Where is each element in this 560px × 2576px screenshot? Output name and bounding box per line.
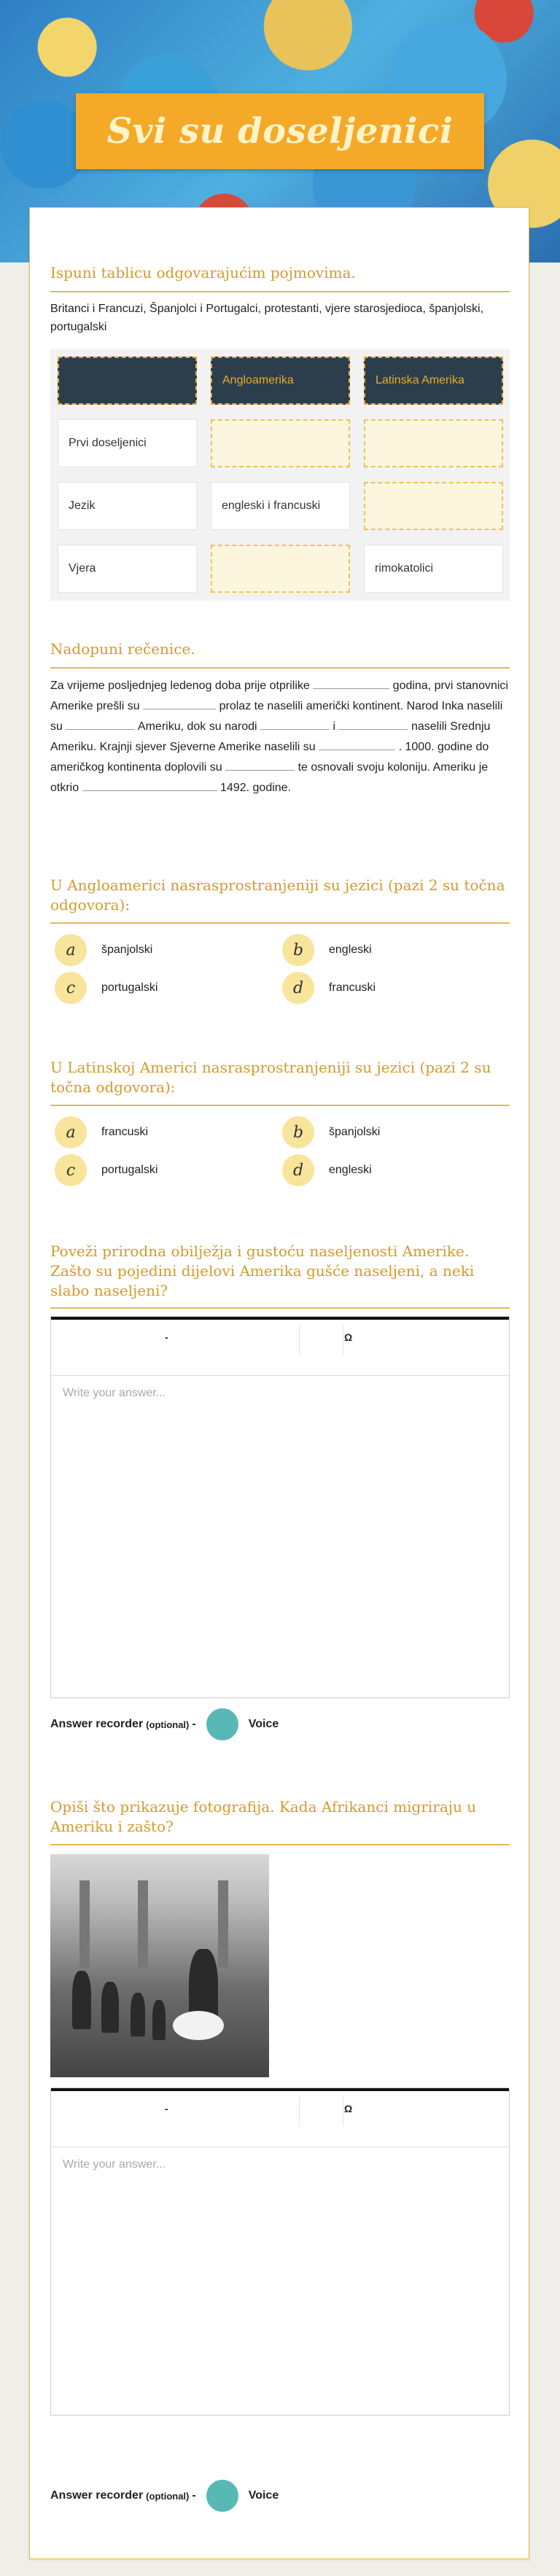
q6-answer-recorder bbox=[50, 2480, 279, 2512]
fill-blank-4[interactable] bbox=[260, 717, 330, 730]
option-text: španjolski bbox=[101, 943, 153, 956]
page-title: Svi su doseljenici bbox=[106, 111, 454, 152]
voice-record-button[interactable] bbox=[206, 2480, 238, 2512]
toolbar-divider bbox=[299, 1326, 300, 1355]
option-letter-badge: c bbox=[55, 1154, 87, 1186]
fill-blank-6[interactable] bbox=[319, 738, 395, 750]
editor-toolbar bbox=[51, 1317, 509, 1376]
option-letter-badge: a bbox=[55, 1116, 87, 1148]
voice-label: Voice bbox=[248, 1718, 279, 1730]
historical-photo bbox=[50, 1854, 269, 2077]
fill-blank-7[interactable] bbox=[225, 758, 295, 771]
toolbar-dash-button[interactable]: - bbox=[165, 2103, 168, 2114]
fill-blank-1[interactable] bbox=[313, 677, 389, 689]
toolbar-divider bbox=[299, 2097, 300, 2126]
fill-segment: te osnovali svoju koloniju. Ameriku je otkrio bbox=[50, 761, 489, 794]
toolbar-dash-button[interactable]: - bbox=[165, 1331, 168, 1343]
answer-placeholder: Write your answer... bbox=[63, 2158, 166, 2171]
q1-instruction: Britanci i Francuzi, Španjolci i Portugalci, protestanti, vjere starosjedioca, španjolski, portugalski bbox=[50, 303, 484, 333]
fill-blank-2[interactable] bbox=[143, 697, 216, 709]
q3-title: U Angloamerici nasrasprostranjeniji su jezici (pazi 2 su točna odgovora): bbox=[50, 876, 505, 914]
option-text: engleski bbox=[329, 1164, 372, 1176]
editor-toolbar bbox=[51, 2088, 509, 2147]
q3-option-b[interactable] bbox=[282, 934, 372, 966]
q4-title: U Latinskoj Americi nasrasprostranjeniji su jezici (pazi 2 su točna odgovora): bbox=[50, 1059, 491, 1096]
option-letter-badge: d bbox=[282, 972, 314, 1004]
fill-blank-8[interactable] bbox=[82, 779, 217, 791]
option-text: portugalski bbox=[101, 981, 158, 994]
recorder-label: Answer recorder bbox=[50, 1718, 144, 1730]
q6-divider bbox=[50, 1844, 510, 1845]
option-letter-badge: a bbox=[55, 934, 87, 966]
q6-title: Opiši što prikazuje fotografija. Kada Afrikanci migriraju u Ameriku i zašto? bbox=[50, 1798, 477, 1835]
voice-label: Voice bbox=[248, 2489, 279, 2502]
option-letter-badge: b bbox=[282, 1116, 314, 1148]
row-label-prvi-doseljenici: Prvi doseljenici bbox=[58, 419, 197, 467]
q2-divider bbox=[50, 667, 510, 669]
fill-segment: Za vrijeme posljednjeg ledenog doba prije otprilike bbox=[50, 680, 310, 692]
option-letter-badge: d bbox=[282, 1154, 314, 1186]
voice-record-button[interactable] bbox=[206, 1708, 238, 1740]
cell-latin-vjera: rimokatolici bbox=[364, 545, 503, 593]
q5-answer-recorder bbox=[50, 1708, 279, 1740]
option-text: francuski bbox=[101, 1126, 149, 1138]
worksheet-card bbox=[29, 207, 529, 2559]
fill-blank-5[interactable] bbox=[338, 717, 408, 730]
fill-segment: 1492. godine. bbox=[220, 782, 292, 794]
q4-option-c[interactable] bbox=[55, 1154, 158, 1186]
recorder-dash: - bbox=[192, 2489, 196, 2502]
q3-option-d[interactable] bbox=[282, 972, 376, 1004]
option-text: portugalski bbox=[101, 1164, 158, 1176]
recorder-dash: - bbox=[192, 1718, 196, 1730]
drop-zone-anglo-prvi-doseljenici[interactable] bbox=[211, 419, 350, 467]
drop-zone-latin-prvi-doseljenici[interactable] bbox=[364, 419, 503, 467]
toolbar-omega-button[interactable]: Ω bbox=[344, 2103, 353, 2114]
option-letter-badge: c bbox=[55, 972, 87, 1004]
fill-blank-3[interactable] bbox=[66, 717, 135, 730]
option-text: španjolski bbox=[329, 1126, 381, 1138]
toolbar-omega-button[interactable]: Ω bbox=[344, 1331, 353, 1343]
cell-anglo-jezik: engleski i francuski bbox=[211, 482, 350, 530]
fill-segment: godina, prvi stanovnici Amerike prešli su bbox=[50, 680, 508, 712]
q4-option-a[interactable] bbox=[55, 1116, 148, 1148]
answer-placeholder: Write your answer... bbox=[63, 1387, 166, 1399]
q2-title: Nadopuni rečenice. bbox=[50, 640, 195, 658]
table-header-empty bbox=[58, 357, 197, 405]
drop-zone-anglo-vjera[interactable] bbox=[211, 545, 350, 593]
table-header-angloamerika: Angloamerika bbox=[211, 357, 350, 405]
q2-fill-text bbox=[50, 676, 510, 798]
title-banner bbox=[76, 93, 484, 169]
fill-segment: naselili Srednju Ameriku. Krajnji sjever Sjeverne Amerike naselili su bbox=[50, 720, 491, 753]
q6-answer-editor[interactable] bbox=[50, 2087, 510, 2416]
fill-segment: prolaz te naselili američki kontinent. Narod Inka naselili su bbox=[50, 700, 503, 733]
drop-zone-latin-jezik[interactable] bbox=[364, 482, 503, 530]
q3-divider bbox=[50, 922, 510, 924]
fill-segment: i bbox=[332, 720, 336, 733]
q5-title: Poveži prirodna obilježja i gustoću naseljenosti Amerike. Zašto su pojedini dijelovi Amerika gušće naseljeni, a neki slabo naseljeni? bbox=[50, 1242, 475, 1299]
q4-option-b[interactable] bbox=[282, 1116, 380, 1148]
fill-segment: . 1000. godine do američkog kontinenta doplovili su bbox=[50, 741, 489, 774]
recorder-label: Answer recorder bbox=[50, 2489, 144, 2502]
q3-option-c[interactable] bbox=[55, 972, 158, 1004]
q3-option-a[interactable] bbox=[55, 934, 152, 966]
fill-segment: Ameriku, dok su narodi bbox=[137, 720, 257, 733]
option-letter-badge: b bbox=[282, 934, 314, 966]
option-text: francuski bbox=[329, 981, 376, 994]
q5-answer-editor[interactable] bbox=[50, 1316, 510, 1698]
recorder-optional: (optional) bbox=[146, 1719, 190, 1730]
table-header-latinska-amerika: Latinska Amerika bbox=[364, 357, 503, 405]
q1-title: Ispuni tablicu odgovarajućim pojmovima. bbox=[50, 264, 356, 281]
row-label-vjera: Vjera bbox=[58, 545, 197, 593]
q1-divider bbox=[50, 291, 510, 292]
q1-table bbox=[50, 349, 510, 601]
q5-divider bbox=[50, 1307, 510, 1309]
q4-option-d[interactable] bbox=[282, 1154, 372, 1186]
row-label-jezik: Jezik bbox=[58, 482, 197, 530]
recorder-optional: (optional) bbox=[146, 2490, 190, 2502]
option-text: engleski bbox=[329, 943, 372, 956]
q4-divider bbox=[50, 1105, 510, 1106]
